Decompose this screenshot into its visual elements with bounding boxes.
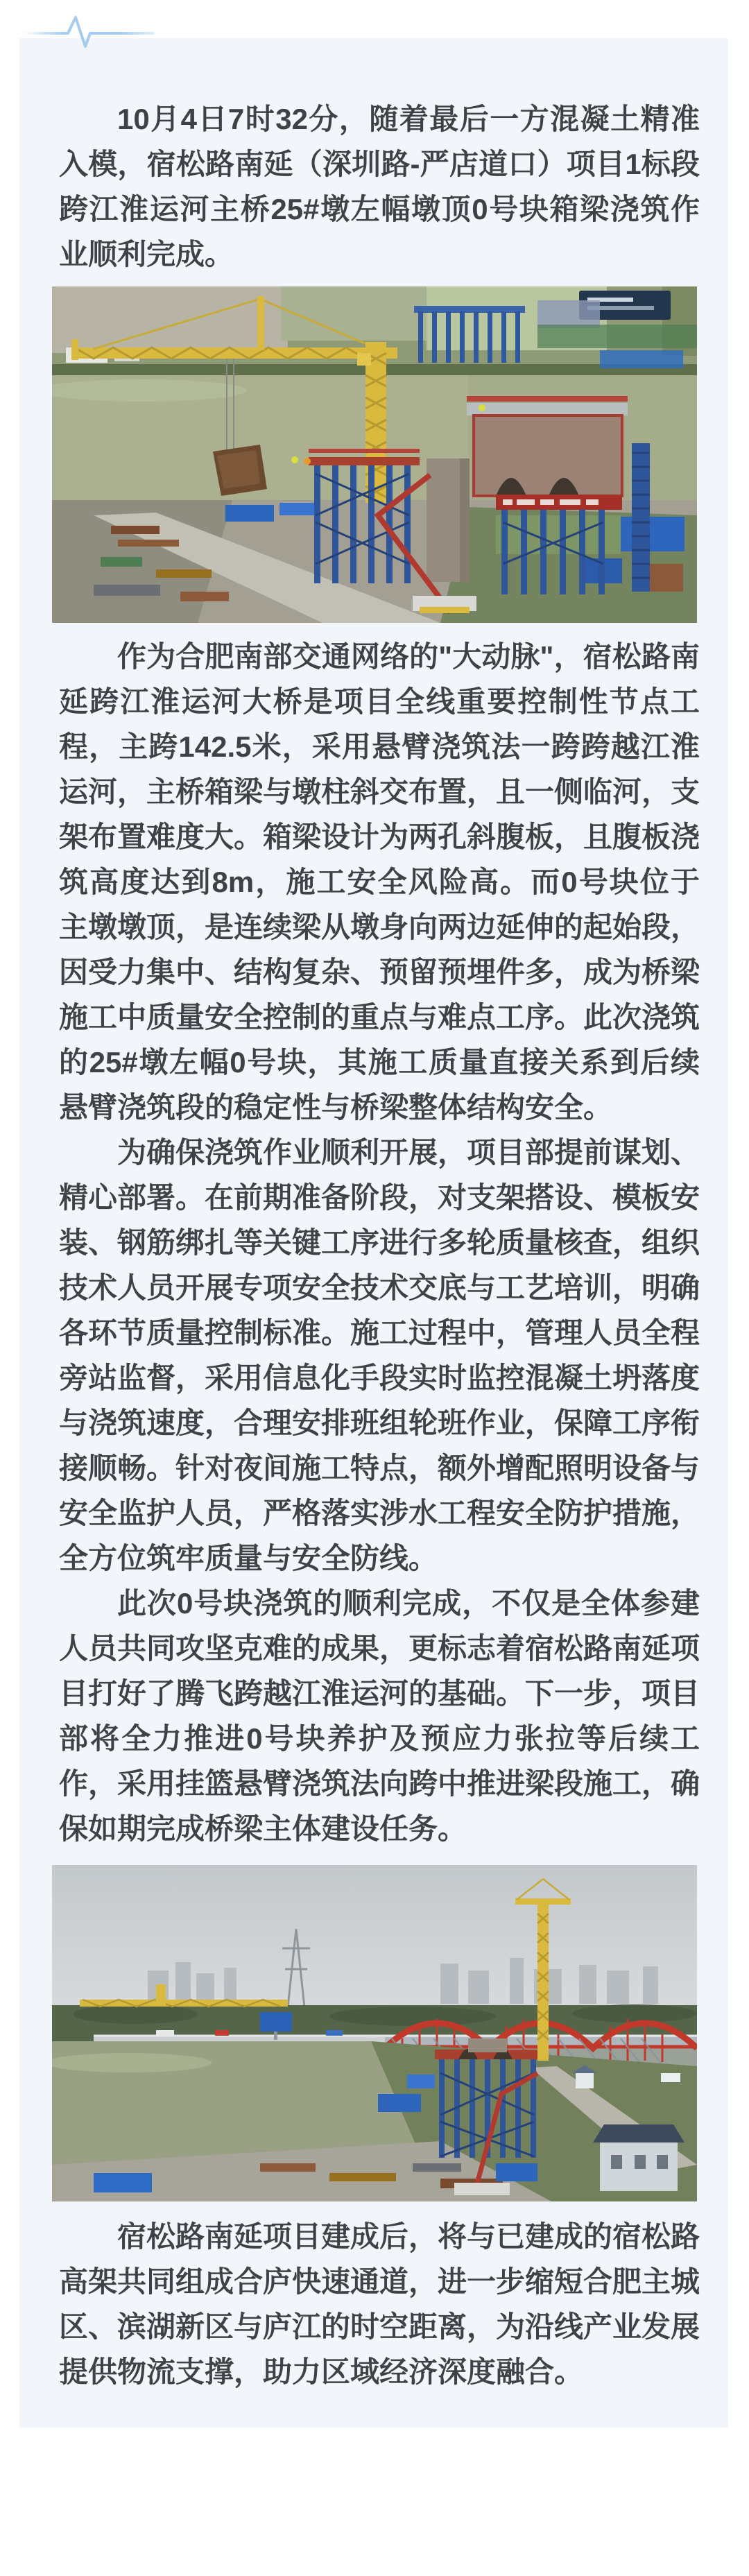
paragraph-overview: 作为合肥南部交通网络的"大动脉"，宿松路南延跨江淮运河大桥是项目全线重要控制性节点工程，主跨142.5米，采用悬臂浇筑法一跨跨越江淮运河，主桥箱梁与墩柱斜交布置，且一侧临河，支架布置难度大。箱梁设计为两孔斜腹板，且腹板浇筑高度达到8m，施工安全风险高。而0号块位于主墩墩顶，是连续梁从墩身向两边延伸的起始段，因受力集中、结构复杂、预留预埋件多，成为桥梁施工中质量安全控制的重点与难点工序。此次浇筑的25#墩左幅0号块，其施工质量直接关系到后续悬臂浇筑段的稳定性与桥梁整体结构安全。 — [59, 640, 700, 1124]
article-body — [59, 96, 700, 2394]
paragraph-outlook: 宿松路南延项目建成后，将与已建成的宿松路高架共同组成合庐快速通道，进一步缩短合肥主城区、滨湖新区与庐江的时空距离，为沿线产业发展提供物流支撑，助力区域经济深度融合。 — [59, 2220, 700, 2388]
article-card — [19, 38, 728, 2428]
paragraph-measures: 为确保浇筑作业顺利开展，项目部提前谋划、精心部署。在前期准备阶段，对支架搭设、模板安装、钢筋绑扎等关键工序进行多轮质量核查，组织技术人员开展专项安全技术交底与工艺培训，明确各环节质量控制标准。施工过程中，管理人员全程旁站监督，采用信息化手段实时监控混凝土坍落度与浇筑速度，合理安排班组轮班作业，保障工序衔接顺畅。针对夜间施工特点，额外增配照明设备与安全监护人员，严格落实涉水工程安全防护措施，全方位筑牢质量与安全防线。 — [59, 1136, 700, 1574]
heartbeat-line-icon — [22, 12, 155, 53]
paragraph-lead: 10月4日7时32分，随着最后一方混凝土精准入模，宿松路南延（深圳路-严店道口）项目1标段跨江淮运河主桥25#墩左幅墩顶0号块箱梁浇筑作业顺利完成。 — [59, 103, 700, 271]
photo-construction-aerial-1 — [52, 286, 697, 623]
paragraph-significance: 此次0号块浇筑的顺利完成，不仅是全体参建人员共同攻坚克难的成果，更标志着宿松路南延项目打好了腾飞跨越江淮运河的基础。下一步，项目部将全力推进0号块养护及预应力张拉等后续工作，采用挂篮悬臂浇筑法向跨中推进梁段施工，确保如期完成桥梁主体建设任务。 — [59, 1587, 700, 1845]
photo-bridge-aerial-2 — [52, 1865, 697, 2201]
